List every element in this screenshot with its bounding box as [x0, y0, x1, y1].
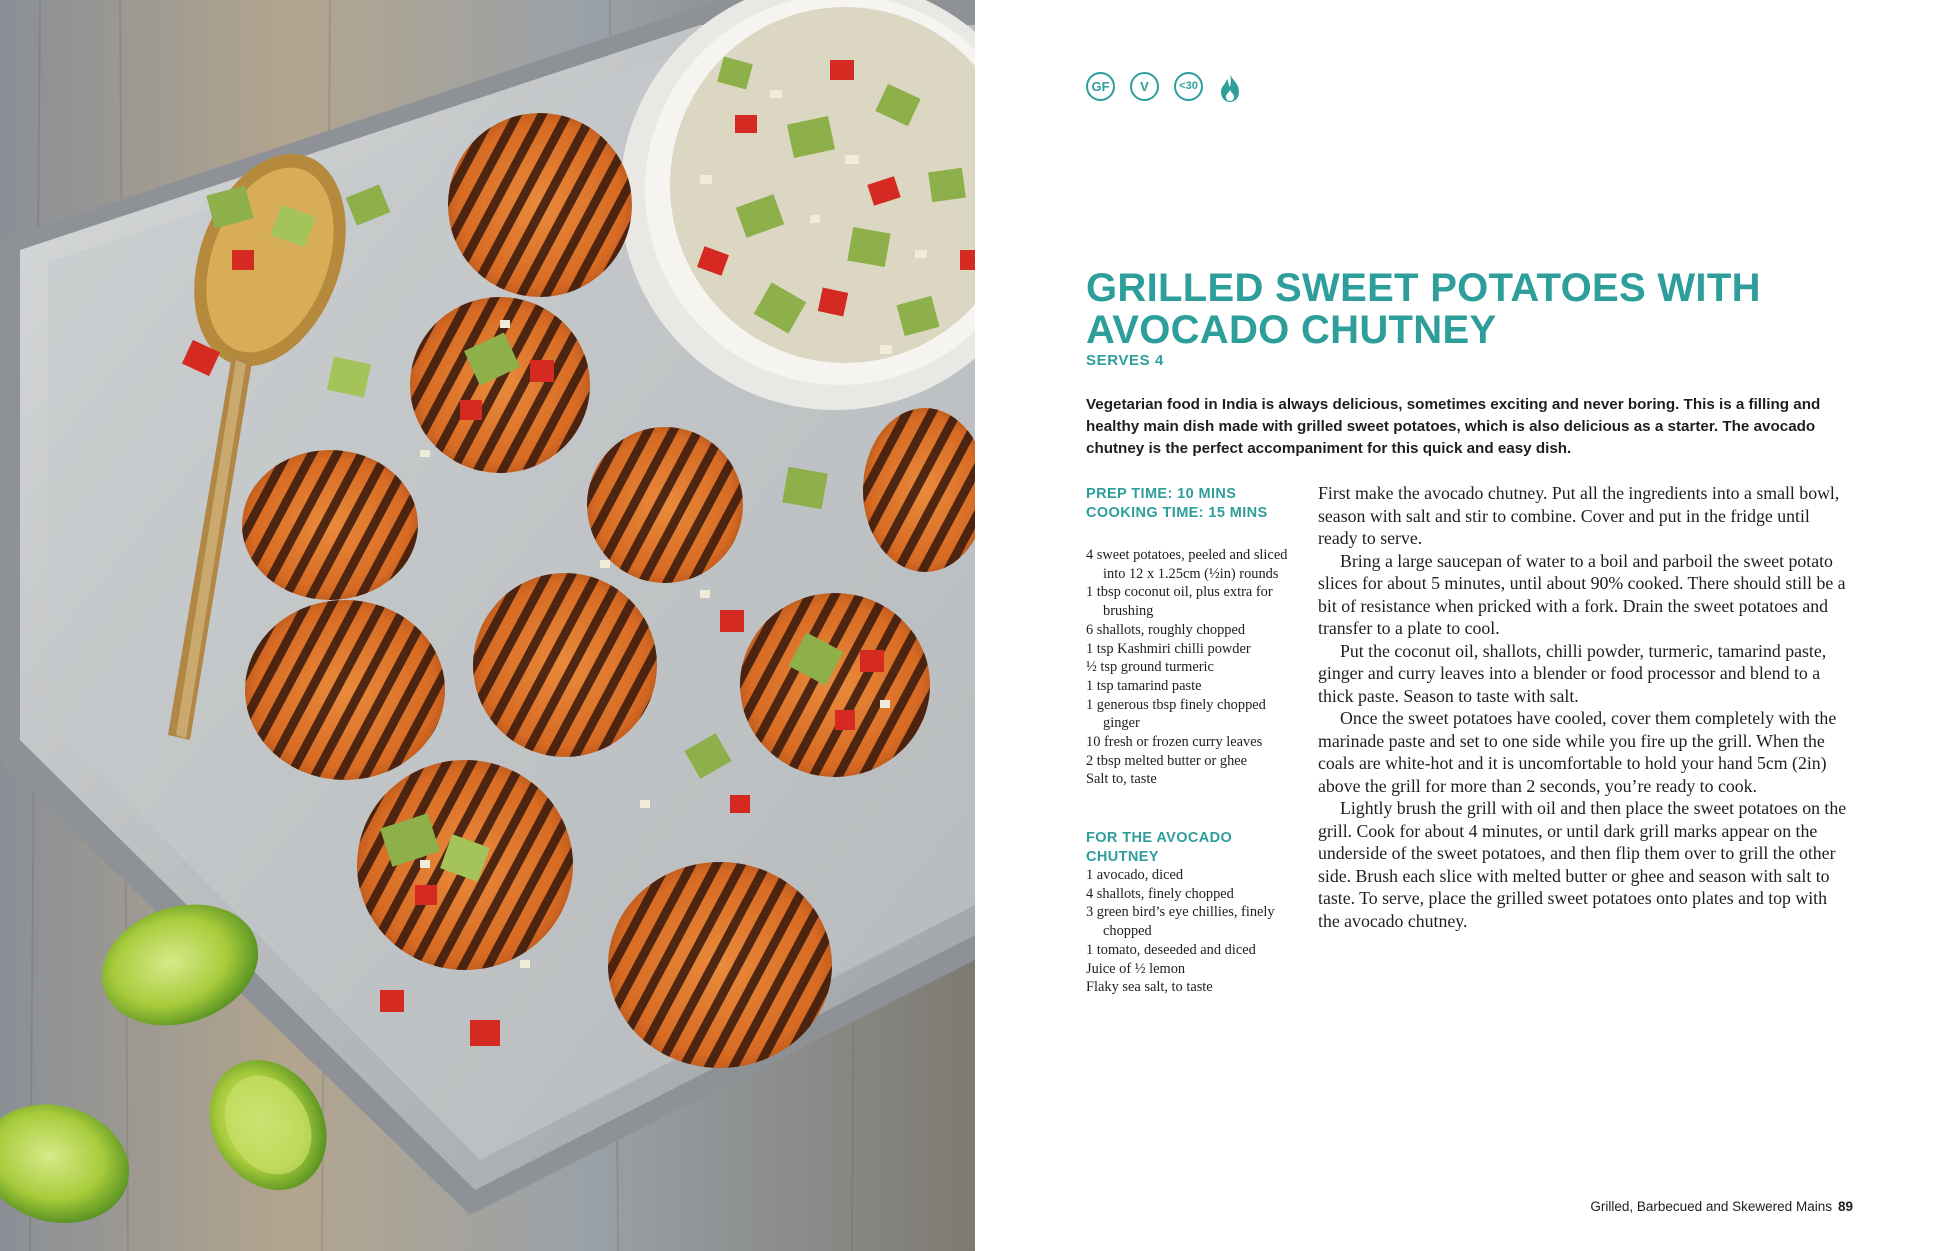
- list-item: 1 tbsp coconut oil, plus extra for brushing: [1086, 584, 1273, 620]
- list-item: 6 shallots, roughly chopped: [1086, 621, 1246, 638]
- list-item: 4 shallots, finely chopped: [1086, 885, 1234, 902]
- method-paragraph: Once the sweet potatoes have cooled, cover them completely with the marinade paste and set to one side while you fire up the grill. When the coals are white-hot and it is uncomfortable to hold your hand 5cm (2in) above the grill for more than 2 seconds, you’re ready to cook.: [1318, 708, 1837, 796]
- vegetarian-icon: V: [1130, 72, 1159, 101]
- list-item: Flaky sea salt, to taste: [1086, 979, 1213, 996]
- recipe-times: [1086, 485, 1268, 523]
- method-text: [1318, 482, 1853, 932]
- chutney-heading: FOR THE AVOCADO CHUTNEY: [1086, 830, 1233, 865]
- serves-label: SERVES 4: [1086, 352, 1164, 369]
- list-item: ½ tsp ground turmeric: [1086, 659, 1214, 676]
- under-30-minutes-icon: <30: [1174, 72, 1203, 101]
- method-paragraph: Bring a large saucepan of water to a boil and parboil the sweet potato slices for about 5 minutes, until about 90% cooked. There should still be a bit of resistance when pricked with a fork. Drain the sweet potatoes and transfer to a plate to cool.: [1318, 550, 1846, 638]
- section-title: Grilled, Barbecued and Skewered Mains: [1590, 1199, 1832, 1214]
- list-item: 2 tbsp melted butter or ghee: [1086, 752, 1248, 769]
- flame-icon: [1218, 72, 1242, 104]
- list-item: 1 avocado, diced: [1086, 867, 1184, 883]
- list-item: 1 tomato, deseeded and diced: [1086, 941, 1256, 958]
- list-item: 1 tsp Kashmiri chilli powder: [1086, 640, 1251, 657]
- recipe-title: GRILLED SWEET POTATOES WITH AVOCADO CHUTNEY: [1086, 266, 1761, 352]
- gluten-free-icon: GF: [1086, 72, 1115, 101]
- recipe-page: [975, 0, 1946, 1251]
- list-item: 1 generous tbsp finely chopped ginger: [1086, 696, 1266, 732]
- method-paragraph: First make the avocado chutney. Put all the ingredients into a small bowl, season with salt and stir to combine. Cover and put in the fridge until ready to serve.: [1318, 483, 1840, 548]
- list-item: 10 fresh or frozen curry leaves: [1086, 734, 1263, 751]
- ingredients-list: [1086, 546, 1301, 789]
- list-item: 4 sweet potatoes, peeled and sliced into 12 x 1.25cm (½in) rounds: [1086, 547, 1288, 582]
- page-footer: [1513, 1199, 1853, 1214]
- prep-time: PREP TIME: 10 MINS: [1086, 486, 1237, 502]
- page-number: 89: [1837, 1199, 1853, 1214]
- recipe-intro: Vegetarian food in India is always delicious, sometimes exciting and never boring. This is a filling and healthy main dish made with grilled sweet potatoes, which is also delicious as a starter. The avocado chutney is the perfect accompaniment for this quick and easy dish.: [1086, 396, 1821, 457]
- method-paragraph: Lightly brush the grill with oil and then place the sweet potatoes on the grill. Cook for about 4 minutes, or until dark grill marks appear on the underside of the sweet potatoes, and then flip them over to grill the other side. Brush each slice with melted butter or ghee and season with salt to taste. To serve, place the grilled sweet potatoes onto plates and top with the avocado chutney.: [1318, 798, 1847, 931]
- list-item: 1 tsp tamarind paste: [1086, 677, 1202, 694]
- method-paragraph: Put the coconut oil, shallots, chilli powder, turmeric, tamarind paste, ginger and curry leaves into a blender or food processor and blend to a thick paste. Season to taste with salt.: [1318, 640, 1827, 706]
- list-item: Salt to, taste: [1086, 771, 1157, 788]
- list-item: 3 green bird’s eye chillies, finely chopped: [1086, 904, 1275, 940]
- cooking-time: COOKING TIME: 15 MINS: [1086, 505, 1268, 521]
- diet-icons: [1086, 72, 1242, 104]
- list-item: Juice of ½ lemon: [1086, 960, 1186, 977]
- chutney-ingredients-list: [1086, 866, 1301, 997]
